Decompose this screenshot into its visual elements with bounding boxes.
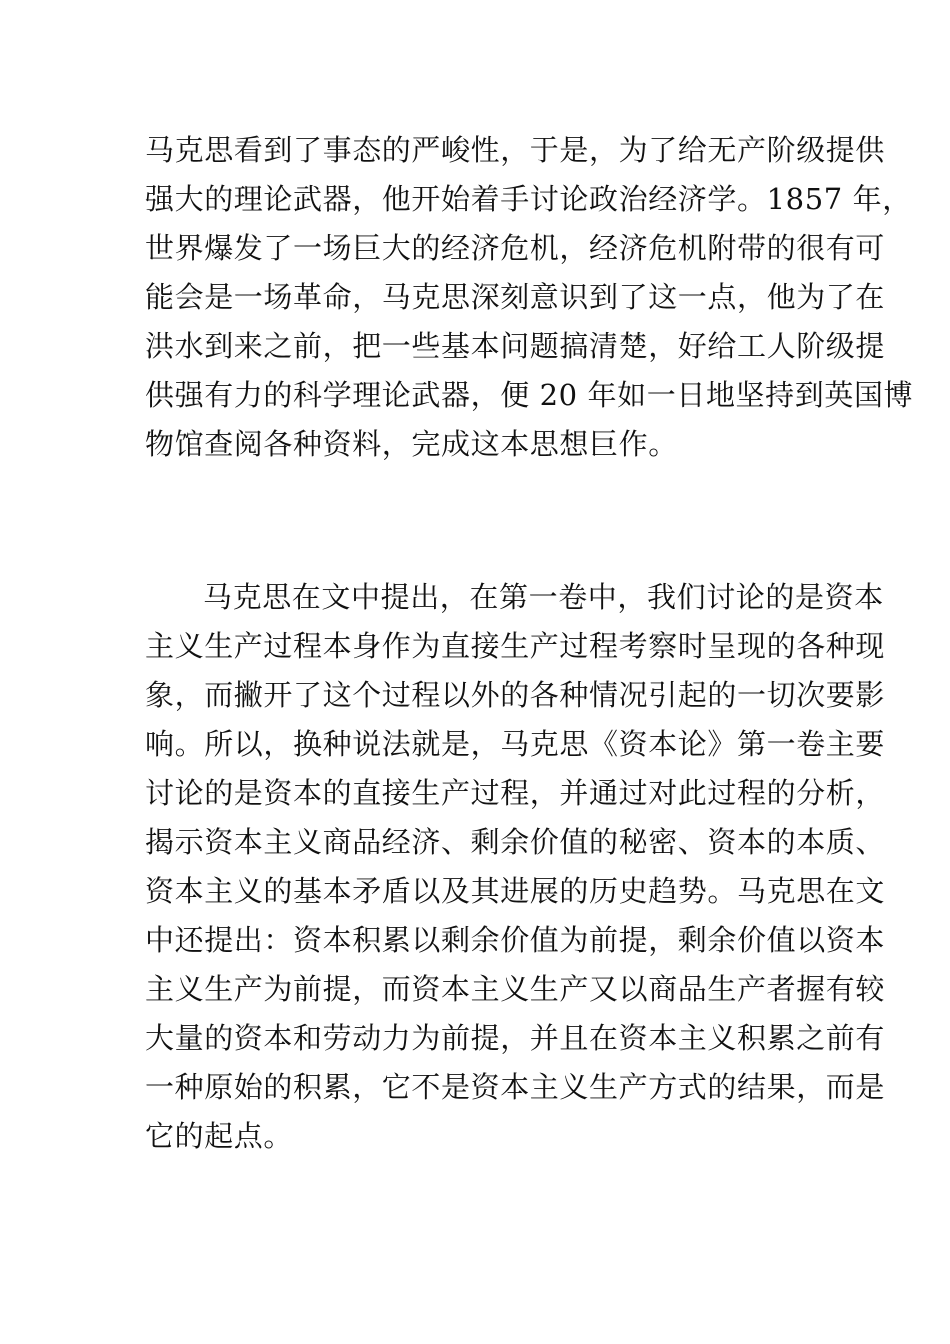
paragraph-2-line-4: 响。所以，换种说法就是，马克思《资本论》第一卷主要 — [145, 727, 886, 761]
paragraph-1-line-6: 供强有力的科学理论武器，便 20 年如一日地坚持到英国博 — [145, 378, 914, 412]
paragraph-2-line-5: 讨论的是资本的直接生产过程，并通过对此过程的分析， — [145, 776, 886, 810]
paragraph-2-line-1: 马克思在文中提出，在第一卷中，我们讨论的是资本 — [203, 580, 884, 614]
paragraph-2-line-12: 它的起点。 — [145, 1119, 294, 1153]
paragraph-1-line-2: 强大的理论武器，他开始着手讨论政治经济学。1857 年， — [145, 182, 912, 216]
paragraph-2-line-9: 主义生产为前提，而资本主义生产又以商品生产者握有较 — [145, 972, 886, 1006]
paragraph-1-line-3: 世界爆发了一场巨大的经济危机，经济危机附带的很有可 — [145, 231, 886, 265]
paragraph-1-line-5: 洪水到来之前，把一些基本问题搞清楚，好给工人阶级提 — [145, 329, 886, 363]
paragraph-2-line-6: 揭示资本主义商品经济、剩余价值的秘密、资本的本质、 — [145, 825, 886, 859]
paragraph-2-line-10: 大量的资本和劳动力为前提，并且在资本主义积累之前有 — [145, 1021, 886, 1055]
paragraph-1-line-4: 能会是一场革命，马克思深刻意识到了这一点，他为了在 — [145, 280, 886, 314]
paragraph-2-line-8: 中还提出：资本积累以剩余价值为前提，剩余价值以资本 — [145, 923, 886, 957]
paragraph-1-line-7: 物馆查阅各种资料，完成这本思想巨作。 — [145, 427, 678, 461]
paragraph-1-line-1: 马克思看到了事态的严峻性，于是，为了给无产阶级提供 — [145, 133, 886, 167]
paragraph-2-line-11: 一种原始的积累，它不是资本主义生产方式的结果，而是 — [145, 1070, 886, 1104]
paragraph-2-line-2: 主义生产过程本身作为直接生产过程考察时呈现的各种现 — [145, 629, 886, 663]
paragraph-2-line-3: 象，而撇开了这个过程以外的各种情况引起的一切次要影 — [145, 678, 886, 712]
paragraph-2-line-7: 资本主义的基本矛盾以及其进展的历史趋势。马克思在文 — [145, 874, 886, 908]
